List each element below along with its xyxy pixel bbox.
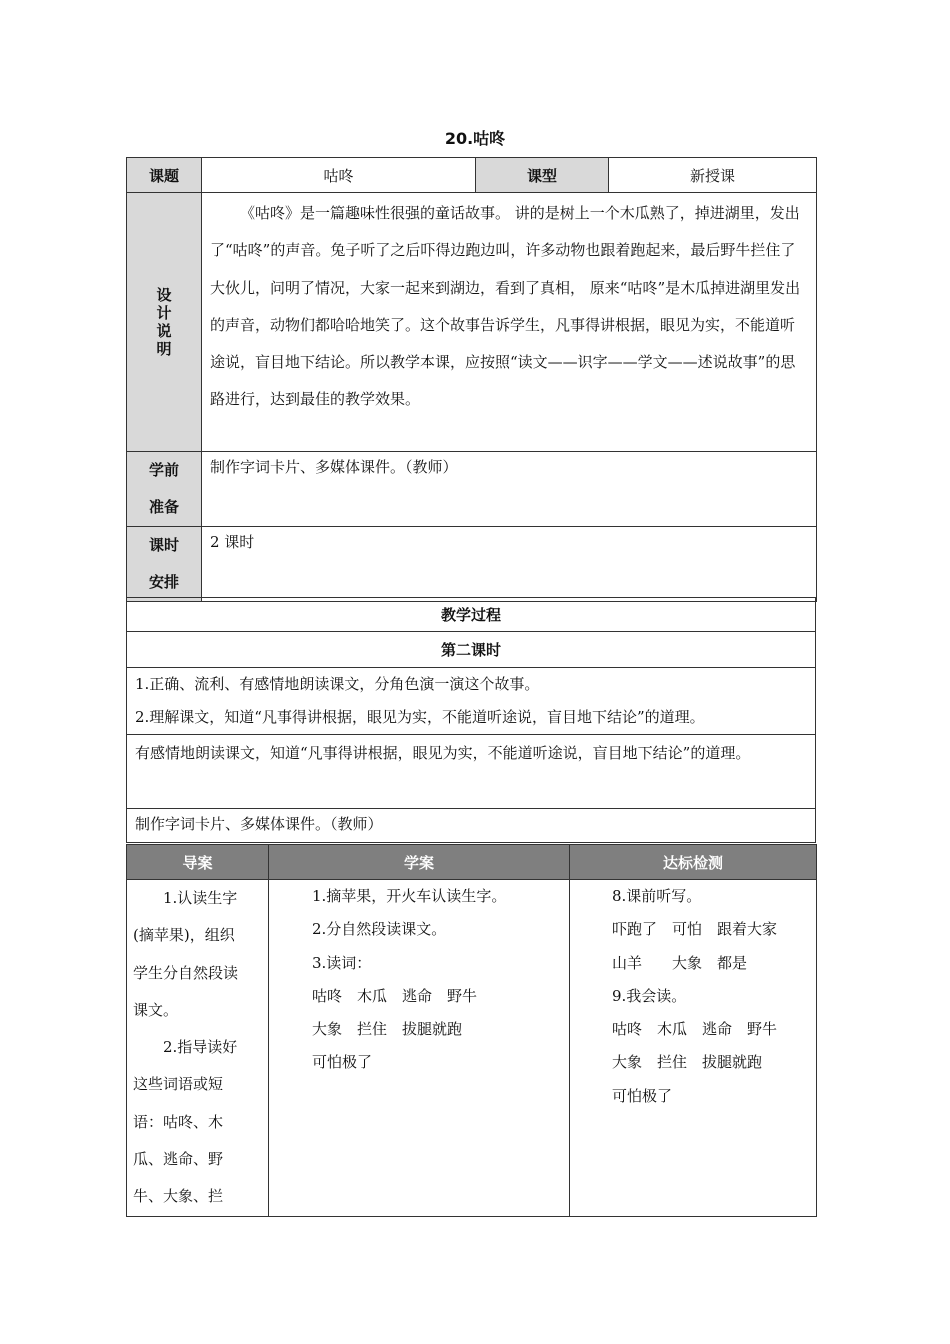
guide-line: 学生分自然段读 [133, 963, 239, 982]
study-line: 大象 拦住 拔腿就跑 [312, 1020, 463, 1039]
goal-item: 1.正确、流利、有感情地朗读课文，分角色演一演这个故事。 [135, 675, 540, 693]
design-text: 《咕咚》是一篇趣味性很强的童话故事。 讲的是树上一个木瓜熟了，掉进湖里，发出了“咕咚”的声音。兔子听了之后吓得边跑边叫，许多动物也跟着跑起来，最后野牛拦住了大伙儿，问明了情况，大家一起来到湖边，看到了真相， 原来“咕咚”是木瓜掉进湖里发出的声音，动物们都哈哈地笑了。这个故事告诉学生，凡事得讲根据，眼见为实，不能道听途说，盲目地下结论。所以教学本课，应按照“读文——识字——学文——述说故事”的思路进行，达到最佳的教学效果。 [210, 204, 801, 409]
process-prep-cell [127, 809, 816, 843]
key-point-text: 有感情地朗读课文，知道“凡事得讲根据，眼见为实，不能道听途说，盲目地下结论”的道理。 [135, 744, 751, 762]
topic-label: 课题 [127, 158, 202, 193]
guide-line: 牛、大象、拦 [133, 1187, 224, 1206]
guide-line: 课文。 [133, 1000, 179, 1019]
guide-column [127, 880, 269, 1217]
guide-line: 语：咕咚、木 [133, 1112, 224, 1131]
guide-line: 2.指导读好 [163, 1038, 238, 1057]
process-table [126, 597, 816, 843]
schedule-text: 2 课时 [210, 533, 255, 551]
check-line: 咕咚 木瓜 逃命 野牛 [612, 1020, 778, 1039]
schedule-label: 课时 安排 [127, 527, 202, 602]
check-line: 山羊 大象 都是 [612, 953, 748, 972]
check-line: 吓跑了 可怕 跟着大家 [612, 920, 778, 939]
schedule-cell [202, 527, 817, 602]
check-column [570, 880, 817, 1217]
guide-line: 这些词语或短 [133, 1075, 224, 1094]
guide-line: 瓜、逃命、野 [133, 1150, 224, 1169]
study-line: 2.分自然段读课文。 [312, 920, 447, 939]
check-line: 可怕极了 [612, 1086, 673, 1105]
activity-table [126, 844, 817, 1217]
lesson-heading: 第二课时 [127, 632, 816, 668]
key-point-cell [127, 735, 816, 809]
check-line: 9.我会读。 [612, 986, 687, 1005]
check-header: 达标检测 [570, 845, 817, 880]
document-title: 20.咕咚 [444, 129, 506, 148]
process-heading: 教学过程 [127, 598, 816, 632]
guide-line: (摘苹果)，组织 [133, 926, 235, 945]
study-line: 1.摘苹果，开火车认读生字。 [312, 887, 507, 905]
check-line: 大象 拦住 拔腿就跑 [612, 1053, 763, 1072]
design-description [202, 193, 817, 452]
study-header: 学案 [269, 845, 570, 880]
guide-line: 1.认读生字 [163, 889, 238, 907]
study-line: 可怕极了 [312, 1053, 373, 1072]
study-column [269, 880, 570, 1217]
study-line: 咕咚 木瓜 逃命 野牛 [312, 986, 478, 1005]
type-label: 课型 [476, 158, 609, 193]
guide-header: 导案 [127, 845, 269, 880]
prep-text: 制作字词卡片、多媒体课件。（教师） [210, 458, 458, 476]
prep-cell [202, 452, 817, 527]
goal-item: 2.理解课文，知道“凡事得讲根据，眼见为实，不能道听途说，盲目地下结论”的道理。 [135, 708, 705, 726]
prep-label: 学前 准备 [127, 452, 202, 527]
lesson-info-table [126, 157, 817, 602]
type-value: 新授课 [609, 158, 817, 193]
topic-value: 咕咚 [202, 158, 476, 193]
study-line: 3.读词： [312, 953, 372, 972]
check-line: 8.课前听写。 [612, 887, 702, 905]
process-prep-text: 制作字词卡片、多媒体课件。（教师） [135, 815, 383, 833]
goals-cell [127, 668, 816, 735]
design-label: 设 计 说 明 [127, 193, 202, 452]
